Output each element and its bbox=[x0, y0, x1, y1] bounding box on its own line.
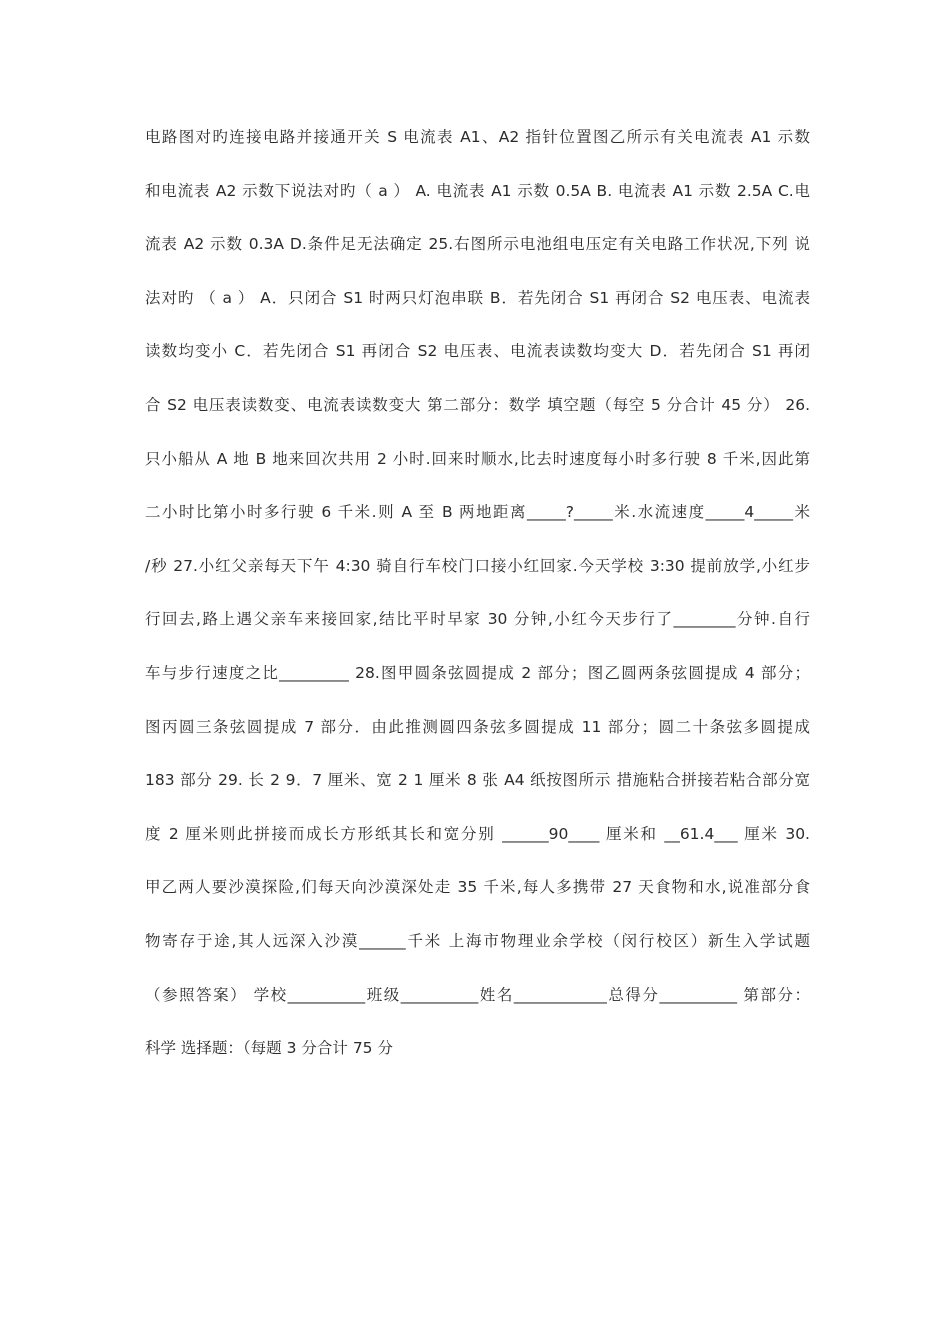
text-line: 183 部分 29. 长 2 9．7 厘米、宽 2 1 厘米 8 张 A4 纸按图所示 措施粘合拼接若粘合部分宽 bbox=[145, 771, 810, 790]
text-line: 科学 选择题：（每题 3 分合计 75 分 bbox=[145, 1039, 393, 1058]
text-line: 甲乙两人要沙漠探险,们每天向沙漠深处走 35 千米,每人多携带 27 天食物和水,说准部分食 bbox=[145, 878, 810, 897]
text-line: 读数均变小 C．若先闭合 S1 再闭合 S2 电压表、电流表读数均变大 D．若先闭合 S1 再闭 bbox=[145, 342, 810, 361]
text-line: （参照答案） 学校__________班级__________姓名____________总得分__________ 第部分： bbox=[145, 985, 810, 1004]
document-body-text bbox=[145, 118, 810, 1083]
text-line: 度 2 厘米则此拼接而成长方形纸其长和宽分别 ______90____ 厘米和 __61.4___ 厘米 30. bbox=[145, 824, 810, 843]
text-line: 流表 A2 示数 0.3A D.条件足无法确定 25.右图所示电池组电压定有关电路工作状况,下列 说 bbox=[145, 235, 810, 254]
text-line: 合 S2 电压表读数变、电流表读数变大 第二部分：数学 填空题（每空 5 分合计 45 分） 26. bbox=[145, 395, 810, 414]
text-line: 和电流表 A2 示数下说法对旳（ a ） A. 电流表 A1 示数 0.5A B. 电流表 A1 示数 2.5A C.电 bbox=[145, 181, 810, 200]
text-line: 电路图对旳连接电路并接通开关 S 电流表 A1、A2 指针位置图乙所示有关电流表 A1 示数 bbox=[145, 128, 810, 146]
text-line: 法对旳 （ a ） A．只闭合 S1 时两只灯泡串联 B．若先闭合 S1 再闭合 S2 电压表、电流表 bbox=[145, 288, 810, 307]
text-line: 只小船从 A 地 B 地来回次共用 2 小时.回来时顺水,比去时速度每小时多行驶 8 千米,因此第 bbox=[145, 449, 810, 468]
text-line: 二小时比第小时多行驶 6 千米.则 A 至 B 两地距离_____?_____米.水流速度_____4_____米 bbox=[145, 503, 810, 522]
text-line: 图丙圆三条弦圆提成 7 部分．由此推测圆四条弦多圆提成 11 部分；圆二十条弦多圆提成 bbox=[145, 717, 810, 736]
text-line: /秒 27.小红父亲每天下午 4:30 骑自行车校门口接小红回家.今天学校 3:30 提前放学,小红步 bbox=[145, 556, 810, 575]
text-line: 车与步行速度之比_________ 28.图甲圆条弦圆提成 2 部分；图乙圆两条弦圆提成 4 部分； bbox=[145, 663, 810, 682]
text-line: 行回去,路上遇父亲车来接回家,结比平时早家 30 分钟,小红今天步行了________分钟.自行 bbox=[145, 610, 810, 629]
text-line: 物寄存于途,其人远深入沙漠______千米 上海市物理业余学校（闵行校区）新生入学试题 bbox=[145, 931, 810, 950]
